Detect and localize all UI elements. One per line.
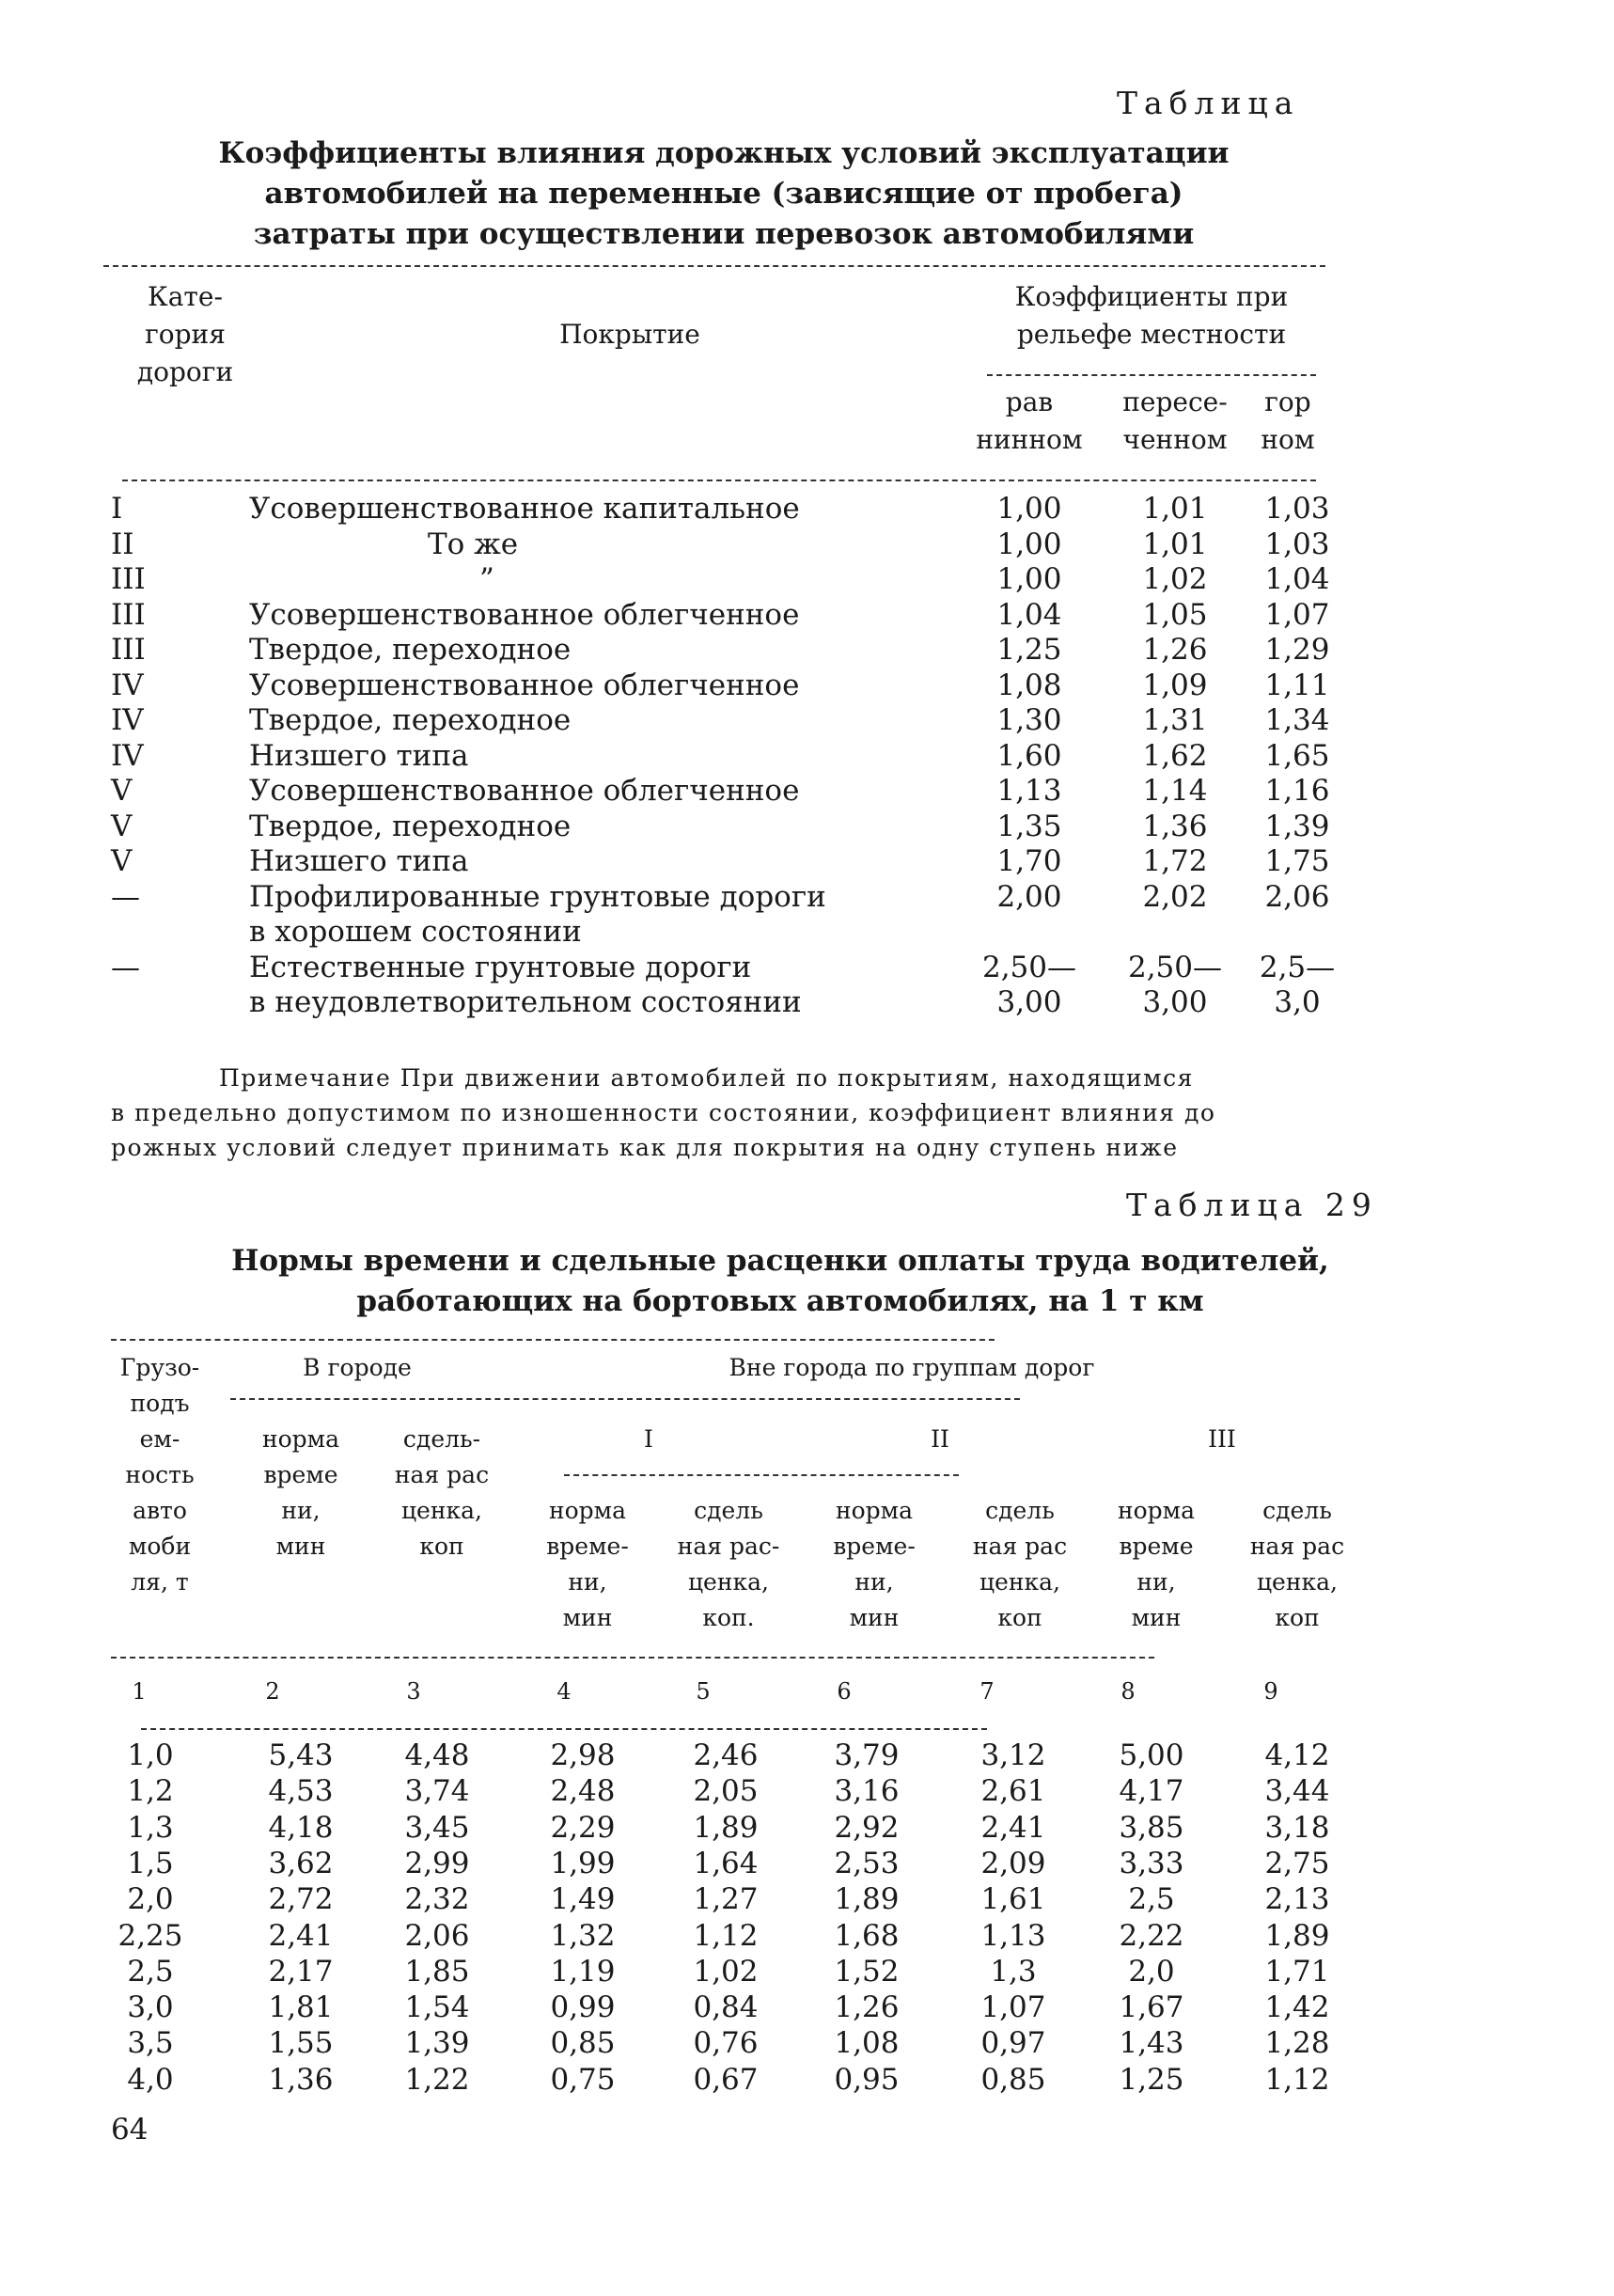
table1-coef-rule (987, 374, 1316, 376)
table1-title-line: затраты при осуществлении перевозок автомобилями (253, 217, 1195, 251)
table2-row (0, 1846, 1614, 1881)
table2-row-6-col-3: 1,85 (404, 1954, 470, 1989)
table1-row (0, 809, 1614, 844)
table2-row-0-col-6: 3,79 (834, 1738, 900, 1772)
table1-row-7-category: IV (111, 738, 144, 773)
table1-row (0, 632, 1614, 668)
table2-row (0, 1773, 1614, 1809)
header-line: ценка, (979, 1568, 1060, 1596)
table2-header-group-2: II (931, 1425, 949, 1453)
header-line: ни, (281, 1497, 321, 1524)
table2-row-2-col-1: 1,3 (127, 1810, 174, 1845)
header-line: време (1119, 1533, 1194, 1560)
table2-row-2-col-2: 4,18 (268, 1810, 334, 1845)
table1-row-8-flat: 1,13 (996, 774, 1062, 808)
table1-row (0, 950, 1614, 985)
table1-row-1-category: II (111, 527, 134, 561)
table2-row-4-col-1: 2,0 (127, 1882, 174, 1917)
table2-row-8-col-7: 0,97 (980, 2026, 1046, 2061)
table1-row-10-flat: 1,70 (996, 844, 1062, 878)
header-line: Грузо- (119, 1354, 200, 1381)
table1-row-4-category: III (111, 633, 146, 667)
table2-row-7-col-1: 3,0 (127, 1990, 174, 2025)
table1-row (0, 597, 1614, 633)
table2-row-8-col-8: 1,43 (1119, 2026, 1184, 2061)
table1-row-5-mountain: 1,11 (1264, 668, 1330, 702)
table1-row-1-flat: 1,00 (996, 527, 1062, 561)
table1-row (0, 984, 1614, 1020)
table1-row-1-surface: То же (428, 527, 519, 561)
table1-row-0-rough: 1,01 (1142, 492, 1208, 526)
table1-row (0, 491, 1614, 527)
table1-row-4-surface: Твердое, переходное (249, 633, 572, 667)
header-line: норма (548, 1497, 627, 1524)
header-line: норма (1117, 1497, 1196, 1524)
table2-row-9-col-3: 1,22 (404, 2062, 470, 2097)
table2-row-2-col-5: 1,89 (693, 1810, 759, 1845)
header-line: ценка, (400, 1497, 482, 1524)
table2-numbers-rule (141, 1728, 987, 1730)
table2-header-rate-g3 (1231, 1493, 1363, 1636)
header-line: ни, (568, 1568, 607, 1596)
table1-row-9-rough: 1,36 (1142, 809, 1208, 843)
header-line: ем- (139, 1425, 180, 1453)
table1-row-13-category: — (111, 950, 140, 984)
table2-row-7-col-2: 1,81 (268, 1990, 334, 2025)
table1-row (0, 561, 1614, 597)
table1-row-7-flat: 1,60 (996, 738, 1062, 773)
table2-row-3-col-6: 2,53 (834, 1846, 900, 1880)
table1-row (0, 914, 1614, 950)
table2-group-rule (230, 1398, 1020, 1400)
table1-row-13-rough: 2,50— (1127, 950, 1223, 984)
header-line: Коэффициенты при (1014, 281, 1289, 312)
table1-header-rule (122, 480, 1316, 481)
table2-row-6-col-2: 2,17 (268, 1954, 334, 1989)
table2-row-3-col-5: 1,64 (693, 1846, 759, 1880)
header-line: ценка, (1256, 1568, 1338, 1596)
table1-row-2-rough: 1,02 (1142, 562, 1208, 596)
table1-row-0-mountain: 1,03 (1264, 492, 1330, 526)
header-line: сдель (694, 1497, 763, 1524)
table1-row (0, 527, 1614, 562)
table2-row-5-col-4: 1,32 (550, 1918, 616, 1953)
table2-row-7-col-5: 0,84 (693, 1990, 759, 2025)
table2-row-7-col-8: 1,67 (1119, 1990, 1184, 2025)
table2-row-6-col-7: 1,3 (990, 1954, 1037, 1989)
header-line: норма (261, 1425, 340, 1453)
table2-row-6-col-6: 1,52 (834, 1954, 900, 1989)
table1-row-7-mountain: 1,65 (1264, 738, 1330, 773)
table1-header-rough (1109, 384, 1241, 459)
table2-header-norm-g1 (526, 1493, 649, 1636)
table1-row (0, 879, 1614, 915)
table1-header-mountain (1241, 384, 1335, 459)
table1-row-9-mountain: 1,39 (1264, 809, 1330, 843)
table2-row-5-col-3: 2,06 (404, 1918, 470, 1953)
table2-title-line: Нормы времени и сдельные расценки оплаты труда водителей, (231, 1244, 1329, 1278)
table2-row-8-col-2: 1,55 (268, 2026, 334, 2061)
page-number: 64 (111, 2113, 149, 2147)
table2-header-rate-g1 (658, 1493, 799, 1636)
header-line: ченном (1122, 424, 1228, 455)
header-line: ная рас (394, 1461, 490, 1488)
table1-row-10-mountain: 1,75 (1264, 844, 1330, 878)
header-line: коп (1275, 1604, 1320, 1631)
table2-row-5-col-7: 1,13 (980, 1918, 1046, 1953)
table1-label: Таблица (1117, 85, 1300, 121)
header-line: мин (562, 1604, 613, 1631)
table2-row-5-col-8: 2,22 (1119, 1918, 1184, 1953)
table2-column-number: 3 (406, 1678, 421, 1705)
table1-row-13-flat: 2,50— (981, 950, 1077, 984)
header-line: ная рас (1249, 1533, 1345, 1560)
table2-row-2-col-6: 2,92 (834, 1810, 900, 1845)
table2-row-4-col-8: 2,5 (1128, 1882, 1175, 1917)
table2-row-4-col-6: 1,89 (834, 1882, 900, 1917)
header-line: ценка, (687, 1568, 769, 1596)
header-line: коп (419, 1533, 464, 1560)
table1-row-8-category: V (111, 774, 133, 808)
table2-row-8-col-6: 1,08 (834, 2026, 900, 2061)
table1-row-11-rough: 2,02 (1142, 879, 1208, 914)
header-line: пересе- (1122, 386, 1228, 417)
table1-row-3-mountain: 1,07 (1264, 597, 1330, 632)
table1-row-10-surface: Низшего типа (249, 844, 469, 878)
table1-row-2-flat: 1,00 (996, 562, 1062, 596)
header-line: ность (125, 1461, 195, 1488)
table2-row (0, 1881, 1614, 1917)
table2-row-2-col-8: 3,85 (1119, 1810, 1184, 1845)
table1-row-5-rough: 1,09 (1142, 668, 1208, 702)
table2-column-number: 7 (979, 1678, 995, 1705)
header-line: дороги (136, 356, 234, 387)
table2-row-0-col-4: 2,98 (550, 1738, 616, 1772)
table1-row-3-flat: 1,04 (996, 597, 1062, 632)
header-line: време (263, 1461, 338, 1488)
table2-header-capacity (103, 1350, 216, 1600)
table2-header-rule (111, 1657, 1154, 1659)
table2-row-3-col-4: 1,99 (550, 1846, 616, 1880)
header-line: време- (546, 1533, 629, 1560)
table2-row-7-col-7: 1,07 (980, 1990, 1046, 2025)
table2-row-7-col-9: 1,42 (1264, 1990, 1330, 2025)
table2-row-0-col-8: 5,00 (1119, 1738, 1184, 1772)
table2-row-3-col-7: 2,09 (980, 1846, 1046, 1880)
table2-row-4-col-4: 1,49 (550, 1882, 616, 1917)
table2-row-2-col-7: 2,41 (980, 1810, 1046, 1845)
table2-row-3-col-2: 3,62 (268, 1846, 334, 1880)
table1-row-5-category: IV (111, 668, 144, 702)
table2-row (0, 2025, 1614, 2061)
header-line: време- (833, 1533, 916, 1560)
table1-header-flat (964, 384, 1095, 459)
table1-row (0, 773, 1614, 809)
table1-row (0, 843, 1614, 879)
table2-row-6-col-8: 2,0 (1128, 1954, 1175, 1989)
table1-row-1-rough: 1,01 (1142, 527, 1208, 561)
table2-row-9-col-5: 0,67 (693, 2062, 759, 2097)
table1-row-4-mountain: 1,29 (1264, 633, 1330, 667)
table1-row-5-flat: 1,08 (996, 668, 1062, 702)
table2-row-3-col-3: 2,99 (404, 1846, 470, 1880)
table2-row-5-col-1: 2,25 (118, 1918, 183, 1953)
table1-title-line: Коэффициенты влияния дорожных условий эксплуатации (218, 136, 1230, 170)
header-line: норма (835, 1497, 914, 1524)
header-line: ля, т (131, 1568, 189, 1596)
table1-row-5-surface: Усовершенствованное облегченное (249, 668, 800, 702)
table2-header-norm-g3 (1095, 1493, 1217, 1636)
table2-row-9-col-2: 1,36 (268, 2062, 334, 2097)
note-line: в предельно допустимом по изношенности состоянии, коэффициент влияния до (111, 1099, 1216, 1126)
table2-row-0-col-7: 3,12 (980, 1738, 1046, 1772)
table2-row-4-col-5: 1,27 (693, 1882, 759, 1917)
table2-row-4-col-7: 1,61 (980, 1882, 1046, 1917)
table2-row (0, 1810, 1614, 1846)
table1-row-6-rough: 1,31 (1142, 703, 1208, 737)
table1-row-7-rough: 1,62 (1142, 738, 1208, 773)
header-line: нинном (976, 424, 1083, 455)
table1-row-14-rough: 3,00 (1142, 985, 1208, 1019)
table1-title (207, 134, 1241, 255)
table2-column-number: 6 (837, 1678, 852, 1705)
table1-row-2-category: III (111, 562, 146, 596)
table2-row-5-col-5: 1,12 (693, 1918, 759, 1953)
table1-row-13-surface: Естественные грунтовые дороги (249, 950, 752, 984)
table2-column-number: 2 (265, 1678, 280, 1705)
table2-row-1-col-9: 3,44 (1264, 1774, 1330, 1809)
table1-row-6-mountain: 1,34 (1264, 703, 1330, 737)
table2-header-city: В городе (303, 1354, 412, 1381)
table2-row-1-col-5: 2,05 (693, 1774, 759, 1809)
header-line: мин (849, 1604, 900, 1631)
table2-header-norm-city (240, 1422, 362, 1565)
header-line: ном (1261, 424, 1315, 455)
table1-row-8-rough: 1,14 (1142, 774, 1208, 808)
table2-row (0, 1918, 1614, 1954)
table2-row-5-col-6: 1,68 (834, 1918, 900, 1953)
table2-row-9-col-4: 0,75 (550, 2062, 616, 2097)
header-line: ни, (854, 1568, 894, 1596)
table2-row (0, 2062, 1614, 2098)
table1-row-11-flat: 2,00 (996, 879, 1062, 914)
header-line: гор (1264, 386, 1311, 417)
table1-row-11-mountain: 2,06 (1264, 879, 1330, 914)
table2-row-4-col-9: 2,13 (1264, 1882, 1330, 1917)
table2-row-6-col-4: 1,19 (550, 1954, 616, 1989)
table2-row-6-col-1: 2,5 (127, 1954, 174, 1989)
table2-header-rate-city (376, 1422, 508, 1565)
table1-row-6-flat: 1,30 (996, 703, 1062, 737)
table2-row-8-col-9: 1,28 (1264, 2026, 1330, 2061)
table2-row-5-col-2: 2,41 (268, 1918, 334, 1953)
table2-column-number: 9 (1263, 1678, 1278, 1705)
table2-row-9-col-8: 1,25 (1119, 2062, 1184, 2097)
table2-row-4-col-2: 2,72 (268, 1882, 334, 1917)
header-line: сдель (985, 1497, 1055, 1524)
table2-row-3-col-9: 2,75 (1264, 1846, 1330, 1880)
table2-row-0-col-5: 2,46 (693, 1738, 759, 1772)
table2-row (0, 1954, 1614, 1989)
header-line: рельефе местности (1016, 319, 1287, 350)
table1-row-10-category: V (111, 844, 133, 878)
table1-header-coef (978, 278, 1325, 354)
table2-row (0, 1738, 1614, 1773)
table2-header-norm-g2 (808, 1493, 940, 1636)
table2-row-7-col-4: 0,99 (550, 1990, 616, 2025)
table2-row-9-col-1: 4,0 (127, 2062, 174, 2097)
header-line: коп (997, 1604, 1042, 1631)
table2-row-8-col-3: 1,39 (404, 2026, 470, 2061)
table2-row-0-col-2: 5,43 (268, 1738, 334, 1772)
table2-row-1-col-7: 2,61 (980, 1774, 1046, 1809)
table2-row-1-col-2: 4,53 (268, 1774, 334, 1809)
header-line: авто (133, 1497, 187, 1524)
table2-row-8-col-4: 0,85 (550, 2026, 616, 2061)
table2-title (169, 1241, 1391, 1322)
table2-row-2-col-4: 2,29 (550, 1810, 616, 1845)
table1-row-8-surface: Усовершенствованное облегченное (249, 774, 800, 808)
table2-row-4-col-3: 2,32 (404, 1882, 470, 1917)
table1-row-14-surface: в неудовлетворительном состоянии (249, 985, 802, 1019)
table1-row-3-rough: 1,05 (1142, 597, 1208, 632)
table1-row-7-surface: Низшего типа (249, 738, 469, 773)
table1-row (0, 738, 1614, 774)
table2-row-3-col-8: 3,33 (1119, 1846, 1184, 1880)
header-line: ная рас- (677, 1533, 780, 1560)
table2-column-number: 4 (556, 1678, 572, 1705)
note-line: рожных условий следует принимать как для покрытия на одну ступень ниже (111, 1134, 1179, 1161)
table1-title-line: автомобилей на переменные (зависящие от пробега) (264, 177, 1183, 211)
table2-row-3-col-1: 1,5 (127, 1846, 174, 1880)
table1-row-3-surface: Усовершенствованное облегченное (249, 597, 800, 632)
header-line: ни, (1136, 1568, 1176, 1596)
table2-row-1-col-3: 3,74 (404, 1774, 470, 1809)
table2-column-number: 8 (1120, 1678, 1136, 1705)
table1-row-10-rough: 1,72 (1142, 844, 1208, 878)
table2-label: Таблица 29 (1126, 1187, 1378, 1223)
table1-row-3-category: III (111, 597, 146, 632)
table1-row-2-mountain: 1,04 (1264, 562, 1330, 596)
table2-top-rule (111, 1339, 995, 1341)
table2-row-1-col-4: 2,48 (550, 1774, 616, 1809)
header-line: гория (145, 319, 226, 350)
table2-row (0, 1989, 1614, 2025)
table1-row-0-category: I (111, 492, 123, 526)
table1-row-4-flat: 1,25 (996, 633, 1062, 667)
table2-header-group-3: III (1208, 1425, 1236, 1453)
header-line: Кате- (148, 281, 223, 312)
table2-title-line: работающих на бортовых автомобилях, на 1 т км (356, 1284, 1204, 1318)
table2-column-number: 1 (132, 1678, 147, 1705)
table2-header-outside: Вне города по группам дорог (729, 1354, 1095, 1381)
table1-row-4-rough: 1,26 (1142, 633, 1208, 667)
table1-header-category (115, 278, 256, 391)
table2-row-1-col-8: 4,17 (1119, 1774, 1184, 1809)
table1-row-11-category: — (111, 879, 140, 914)
table2-row-2-col-9: 3,18 (1264, 1810, 1330, 1845)
table2-row-0-col-3: 4,48 (404, 1738, 470, 1772)
table1-row-2-surface: ” (479, 562, 494, 596)
table2-row-1-col-6: 3,16 (834, 1774, 900, 1809)
table1-row-6-category: IV (111, 703, 144, 737)
table1-row-13-mountain: 2,5— (1259, 950, 1336, 984)
table2-row-5-col-9: 1,89 (1264, 1918, 1330, 1953)
table1-row (0, 668, 1614, 703)
table2-subgroup-rule (564, 1474, 959, 1476)
header-line: ная рас (972, 1533, 1068, 1560)
table2-row-6-col-9: 1,71 (1264, 1954, 1330, 1989)
header-line: сдель- (402, 1425, 481, 1453)
header-line: рав (1005, 386, 1054, 417)
table2-row-8-col-5: 0,76 (693, 2026, 759, 2061)
table1-row-6-surface: Твердое, переходное (249, 703, 572, 737)
table1-row-14-mountain: 3,0 (1274, 985, 1321, 1019)
table1-row-8-mountain: 1,16 (1264, 774, 1330, 808)
table2-header-group-1: I (644, 1425, 653, 1453)
header-line: сдель (1262, 1497, 1332, 1524)
table2-header-rate-g2 (954, 1493, 1086, 1636)
table1-row-1-mountain: 1,03 (1264, 527, 1330, 561)
table2-row-7-col-6: 1,26 (834, 1990, 900, 2025)
table1-row-0-surface: Усовершенствованное капитальное (249, 492, 800, 526)
table1-row-11-surface: Профилированные грунтовые дороги (249, 879, 826, 914)
header-line: моби (128, 1533, 192, 1560)
table2-row-0-col-9: 4,12 (1264, 1738, 1330, 1772)
table2-row-1-col-1: 1,2 (127, 1774, 174, 1809)
table1-note (111, 1061, 1380, 1165)
note-line: Примечание При движении автомобилей по покрытиям, находящимся (219, 1064, 1194, 1092)
table2-row-7-col-3: 1,54 (404, 1990, 470, 2025)
header-line: мин (1131, 1604, 1182, 1631)
table1-row-12-surface: в хорошем состоянии (249, 915, 582, 949)
table2-row-0-col-1: 1,0 (127, 1738, 174, 1772)
table1-header-surface: Покрытие (559, 319, 700, 350)
header-line: подъ (130, 1390, 190, 1417)
table1-row (0, 702, 1614, 738)
table1-row-14-flat: 3,00 (996, 985, 1062, 1019)
table1-row-9-category: V (111, 809, 133, 843)
table1-top-rule (103, 265, 1325, 267)
header-line: коп. (702, 1604, 755, 1631)
table1-row-9-flat: 1,35 (996, 809, 1062, 843)
header-line: мин (275, 1533, 326, 1560)
table1-row-0-flat: 1,00 (996, 492, 1062, 526)
table2-row-9-col-6: 0,95 (834, 2062, 900, 2097)
table2-row-2-col-3: 3,45 (404, 1810, 470, 1845)
table1-row-9-surface: Твердое, переходное (249, 809, 572, 843)
table2-column-number: 5 (696, 1678, 711, 1705)
table2-row-6-col-5: 1,02 (693, 1954, 759, 1989)
table2-row-9-col-9: 1,12 (1264, 2062, 1330, 2097)
table2-row-9-col-7: 0,85 (980, 2062, 1046, 2097)
table2-row-8-col-1: 3,5 (127, 2026, 174, 2061)
